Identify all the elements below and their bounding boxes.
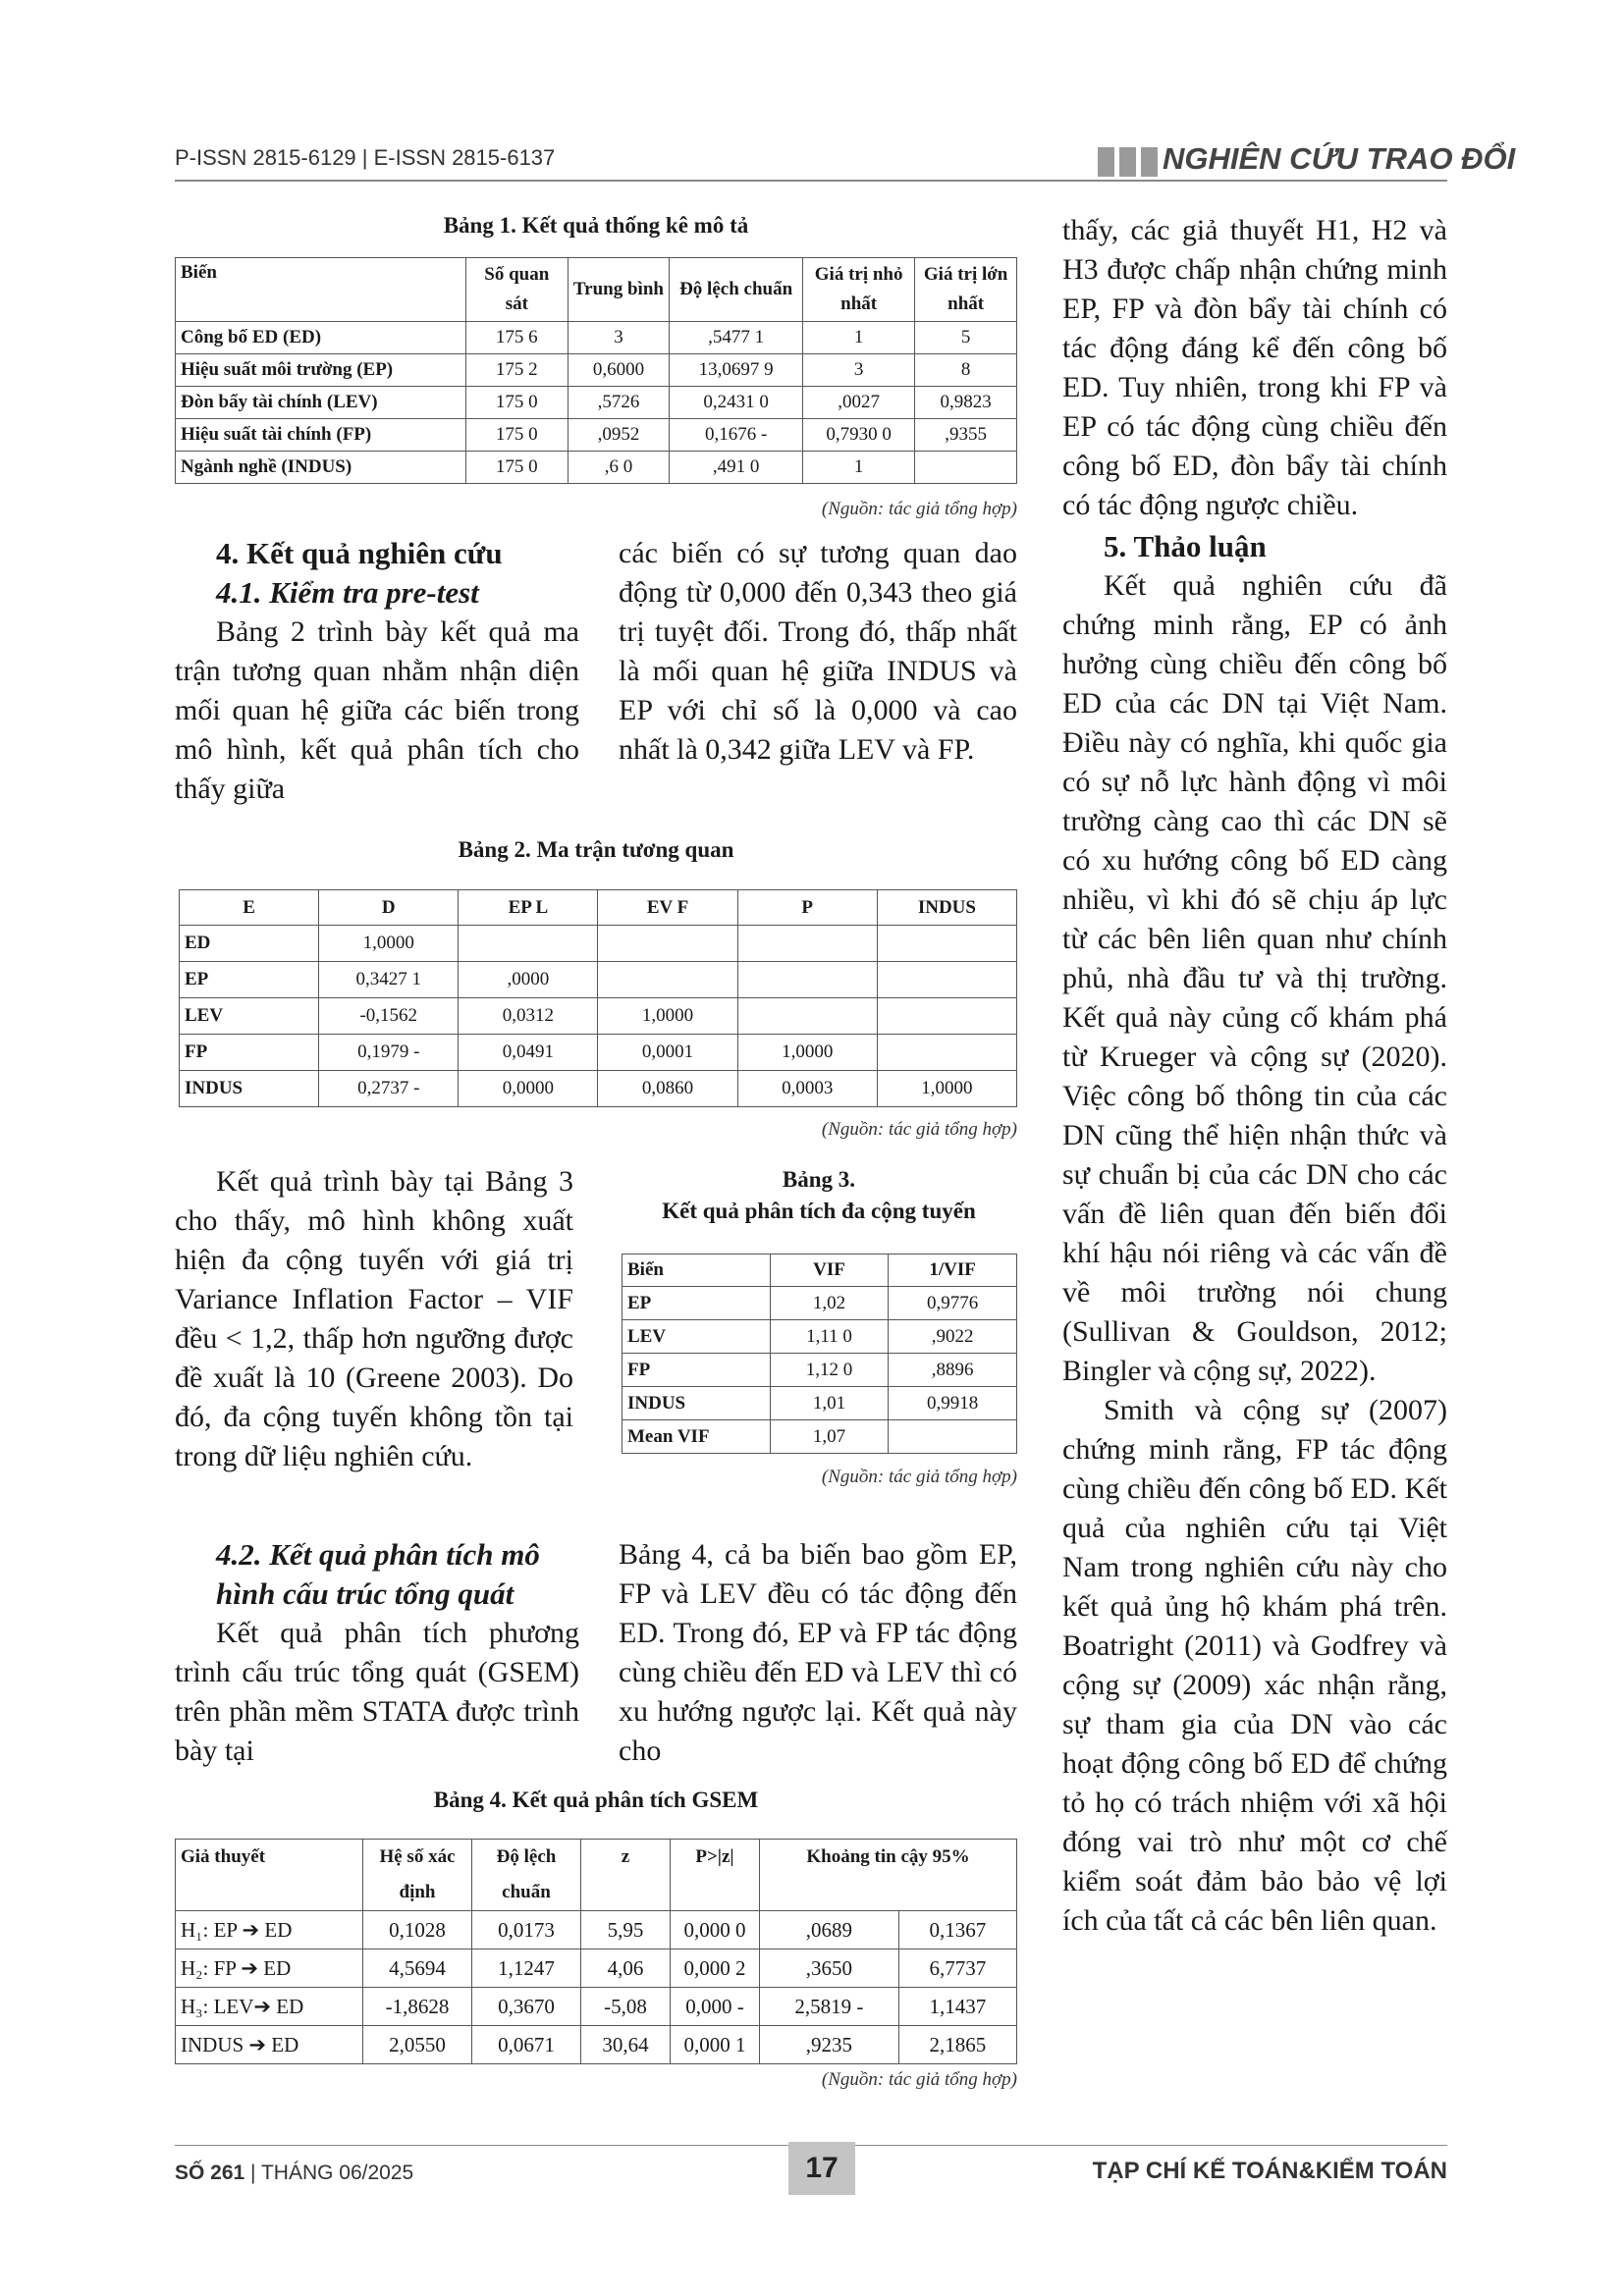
table-cell: H₁: EP ➔ ED — [176, 1911, 363, 1949]
table-cell — [598, 926, 737, 962]
table1-source: (Nguồn: tác giả tổng hợp) — [821, 499, 1017, 519]
header-bars-decoration — [1098, 147, 1158, 177]
section42-heading: 4.2. Kết quả phân tích mô hình cấu trúc tổng quát — [216, 1537, 540, 1611]
table-cell: 0,3427 1 — [319, 962, 459, 998]
table3-header-row — [623, 1255, 1017, 1287]
table-cell: 0,9776 — [889, 1287, 1017, 1320]
table-cell: H₂: FP ➔ ED — [176, 1949, 363, 1988]
table-cell: Hiệu suất tài chính (FP) — [176, 419, 466, 452]
table-cell: ,0689 — [760, 1911, 899, 1949]
table1-header: Giá trị lớn nhất — [915, 258, 1017, 322]
discussion-paragraph-1: Kết quả nghiên cứu đã chứng minh rằng, EP có ảnh hưởng cùng chiều đến công bố ED của các DN tại Việt Nam. Điều này có nghĩa, khi quốc gia có sự nỗ lực hành động vì môi trường càng cao thì các DN sẽ có xu hướng công bố ED càng nhiều, vì khi đó sẽ chịu áp lực từ các bên liên quan như chính phủ, nhà đầu tư và thị trường. Kết quả này củng cố khám phá từ Krueger và cộng sự (2020). Việc công bố thông tin của các DN cũng thể hiện nhận thức và sự chuẩn bị của các DN cho các vấn đề liên quan đến biến đổi khí hậu nói riêng và các vấn đề về môi trường nói chung (Sullivan & Gouldson, 2012; Bingler và cộng sự, 2022). — [1062, 569, 1447, 1387]
table-cell: 13,0697 9 — [670, 354, 803, 387]
table-cell: 0,000 - — [671, 1988, 760, 2026]
issn-label: P-ISSN 2815-6129 | E-ISSN 2815-6137 — [175, 145, 556, 170]
table-cell: ,3650 — [760, 1949, 899, 1988]
table-row — [623, 1420, 1017, 1454]
table-cell: ,5477 1 — [670, 322, 803, 354]
table4 — [175, 1839, 1017, 2064]
table4-header-row — [176, 1840, 1017, 1911]
table3-caption-line1: Bảng 3. — [782, 1167, 856, 1192]
table-cell: FP — [180, 1035, 319, 1071]
table-cell — [877, 962, 1016, 998]
table-cell — [877, 1035, 1016, 1071]
table-row — [176, 419, 1017, 452]
table-cell: ,5726 — [568, 387, 670, 419]
table1-header: Biến — [176, 258, 466, 322]
table-cell — [598, 962, 737, 998]
table-cell: LEV — [623, 1320, 771, 1354]
table-cell: 1,0000 — [737, 1035, 877, 1071]
table-row — [180, 926, 1017, 962]
table-cell: 0,0003 — [737, 1071, 877, 1107]
table-row — [176, 1911, 1017, 1949]
table-row — [180, 998, 1017, 1035]
table-cell — [915, 452, 1017, 484]
table-cell: 175 0 — [465, 419, 568, 452]
table-cell: EP — [180, 962, 319, 998]
journal-name: TẠP CHÍ KẾ TOÁN&KIỂM TOÁN — [1092, 2158, 1447, 2184]
table-row — [176, 322, 1017, 354]
table1-header-row — [176, 258, 1017, 322]
issue-label — [175, 2162, 413, 2185]
table-cell: 0,2737 - — [319, 1071, 459, 1107]
table-cell: H₃: LEV➔ ED — [176, 1988, 363, 2026]
table-row — [623, 1354, 1017, 1387]
table4-header: z — [581, 1840, 671, 1911]
table1-header: Trung bình — [568, 258, 670, 322]
table-cell: 0,1028 — [363, 1911, 472, 1949]
table-row — [176, 354, 1017, 387]
section41-heading: 4.1. Kiểm tra pre-test — [216, 575, 479, 610]
table-cell: ,9235 — [760, 2026, 899, 2064]
table-cell: 1,11 0 — [770, 1320, 889, 1354]
table-row — [623, 1387, 1017, 1420]
table-cell: 5,95 — [581, 1911, 671, 1949]
table2-header: P — [737, 890, 877, 926]
table-cell: 1,0000 — [319, 926, 459, 962]
table3-source: (Nguồn: tác giả tổng hợp) — [821, 1467, 1017, 1487]
table-row — [176, 387, 1017, 419]
section5-heading: 5. Thảo luận — [1104, 529, 1267, 563]
issue-number: SỐ 261 — [175, 2162, 245, 2184]
section42-paragraph: Kết quả phân tích phương trình cấu trúc tổng quát (GSEM) trên phần mềm STATA được trình bày tại — [175, 1617, 579, 1767]
table-cell: ,9022 — [889, 1320, 1017, 1354]
table4-caption: Bảng 4. Kết quả phân tích GSEM — [433, 1788, 759, 1812]
table-cell: 1,1247 — [472, 1949, 581, 1988]
table4-header: Giả thuyết — [176, 1840, 363, 1911]
table-cell: 0,6000 — [568, 354, 670, 387]
vif-paragraph: Kết quả trình bày tại Bảng 3 cho thấy, mô hình không xuất hiện đa cộng tuyến với giá trị Variance Inflation Factor – VIF đều < 1,2, thấp hơn ngưỡng được đề xuất là 10 (Greene 2003). Do đó, đa cộng tuyến không tồn tại trong dữ liệu nghiên cứu. — [175, 1165, 573, 1472]
hypothesis-paragraph: thấy, các giả thuyết H1, H2 và H3 được chấp nhận chứng minh EP, FP và đòn bẩy tài chính có tác động đáng kể đến công bố ED. Tuy nhiên, trong khi FP và EP có tác động cùng chiều đến công bố ED, đòn bẩy tài chính có tác động ngược chiều. — [1062, 214, 1447, 521]
table-row — [180, 1071, 1017, 1107]
table-cell: 1 — [802, 322, 914, 354]
table-cell: -1,8628 — [363, 1988, 472, 2026]
page-number: 17 — [788, 2142, 855, 2195]
table-cell: 1,12 0 — [770, 1354, 889, 1387]
table-cell: ED — [180, 926, 319, 962]
section-title: NGHIÊN CỨU TRAO ĐỔI — [1163, 141, 1516, 176]
table1-caption: Bảng 1. Kết quả thống kê mô tả — [443, 213, 749, 238]
table-cell: 2,5819 - — [760, 1988, 899, 2026]
table-cell: ,0000 — [459, 962, 598, 998]
table-cell: 175 0 — [465, 452, 568, 484]
discussion-paragraph-2: Smith và cộng sự (2007) chứng minh rằng, FP tác động cùng chiều đến công bố ED. Kết quả của nghiên cứu tại Việt Nam trong nghiên cứu này cho kết quả ủng hộ khám phá trên. Boatright (2011) và Godfrey và cộng sự (2009) xác nhận rằng, sự tham gia của DN vào các hoạt động công bố ED để chứng tỏ họ có trách nhiệm với xã hội đóng vai trò như một cơ chế kiểm soát đảm bảo bảo vệ lợi ích của tất cả các bên liên quan. — [1062, 1394, 1447, 1937]
table3-header: Biến — [623, 1255, 771, 1287]
table-cell: 1,02 — [770, 1287, 889, 1320]
table-cell: 0,3670 — [472, 1988, 581, 2026]
table-cell: INDUS — [180, 1071, 319, 1107]
table4-header: Khoảng tin cậy 95% — [760, 1840, 1017, 1911]
table-cell: 0,9918 — [889, 1387, 1017, 1420]
table-cell: 2,1865 — [898, 2026, 1016, 2064]
table-cell: INDUS — [623, 1387, 771, 1420]
table-cell: 0,000 1 — [671, 2026, 760, 2064]
table-cell: -5,08 — [581, 1988, 671, 2026]
table-cell: ,9355 — [915, 419, 1017, 452]
table-cell: 1,0000 — [877, 1071, 1016, 1107]
table-cell — [877, 998, 1016, 1035]
table-cell: 175 0 — [465, 387, 568, 419]
table-cell: 0,1367 — [898, 1911, 1016, 1949]
table2-header: E — [180, 890, 319, 926]
table-cell: FP — [623, 1354, 771, 1387]
table4-header: P>|z| — [671, 1840, 760, 1911]
table-cell: 0,0001 — [598, 1035, 737, 1071]
table-cell: 0,0491 — [459, 1035, 598, 1071]
table-cell: 175 6 — [465, 322, 568, 354]
table-cell: ,6 0 — [568, 452, 670, 484]
table4-header: Hệ số xác định — [363, 1840, 472, 1911]
table-cell — [459, 926, 598, 962]
table-cell: INDUS ➔ ED — [176, 2026, 363, 2064]
table-cell: 30,64 — [581, 2026, 671, 2064]
table-cell: Đòn bẩy tài chính (LEV) — [176, 387, 466, 419]
table3-header: 1/VIF — [889, 1255, 1017, 1287]
table-cell — [877, 926, 1016, 962]
table-cell: 4,06 — [581, 1949, 671, 1988]
table-cell: 1,07 — [770, 1420, 889, 1454]
table-cell: 0,2431 0 — [670, 387, 803, 419]
table-cell: 1,1437 — [898, 1988, 1016, 2026]
table-cell: 0,0671 — [472, 2026, 581, 2064]
table-cell: ,491 0 — [670, 452, 803, 484]
table-cell: EP — [623, 1287, 771, 1320]
issue-month: | THÁNG 06/2025 — [244, 2162, 414, 2184]
table-row — [180, 962, 1017, 998]
section41-paragraph-cont: các biến có sự tương quan dao động từ 0,000 đến 0,343 theo giá trị tuyệt đối. Trong đó, thấp nhất là mối quan hệ giữa INDUS và EP với chỉ số là 0,000 và cao nhất là 0,342 giữa LEV và FP. — [619, 537, 1017, 766]
table-cell: 0,9823 — [915, 387, 1017, 419]
header-divider — [175, 180, 1447, 182]
section4-heading: 4. Kết quả nghiên cứu — [216, 536, 503, 570]
table-cell — [889, 1420, 1017, 1454]
table-cell: 8 — [915, 354, 1017, 387]
table-cell: 0,7930 0 — [802, 419, 914, 452]
table2-header: EP L — [459, 890, 598, 926]
table-cell: Ngành nghề (INDUS) — [176, 452, 466, 484]
table-cell: 1,0000 — [598, 998, 737, 1035]
table-cell: 0,0312 — [459, 998, 598, 1035]
table-cell: 0,0000 — [459, 1071, 598, 1107]
table-row — [623, 1287, 1017, 1320]
table-cell: ,0952 — [568, 419, 670, 452]
table-cell: 175 2 — [465, 354, 568, 387]
table-row — [176, 2026, 1017, 2064]
table-row — [176, 1988, 1017, 2026]
table-cell: 1 — [802, 452, 914, 484]
table-cell: 0,000 2 — [671, 1949, 760, 1988]
table4-source: (Nguồn: tác giả tổng hợp) — [821, 2069, 1017, 2090]
table-cell: Hiệu suất môi trường (EP) — [176, 354, 466, 387]
table2-caption: Bảng 2. Ma trận tương quan — [458, 837, 734, 862]
table1 — [175, 257, 1017, 484]
table2-header: EV F — [598, 890, 737, 926]
table-cell: 6,7737 — [898, 1949, 1016, 1988]
table-cell: LEV — [180, 998, 319, 1035]
table-cell: -0,1562 — [319, 998, 459, 1035]
table2-header-row — [180, 890, 1017, 926]
table1-header: Số quan sát — [465, 258, 568, 322]
table-cell: 3 — [802, 354, 914, 387]
table-cell: 0,1979 - — [319, 1035, 459, 1071]
table4-header: Độ lệch chuẩn — [472, 1840, 581, 1911]
table-cell — [737, 998, 877, 1035]
section41-paragraph: Bảng 2 trình bày kết quả ma trận tương quan nhằm nhận diện mối quan hệ giữa các biến trong mô hình, kết quả phân tích cho thấy giữa — [175, 615, 579, 805]
table-cell: ,0027 — [802, 387, 914, 419]
table3-caption-line2: Kết quả phân tích đa cộng tuyến — [662, 1199, 976, 1223]
table3-header: VIF — [770, 1255, 889, 1287]
table-cell: ,8896 — [889, 1354, 1017, 1387]
table-cell: 3 — [568, 322, 670, 354]
table-cell: 0,0860 — [598, 1071, 737, 1107]
table-row — [176, 452, 1017, 484]
table-cell: 0,0173 — [472, 1911, 581, 1949]
table-cell: 4,5694 — [363, 1949, 472, 1988]
table2-header: INDUS — [877, 890, 1016, 926]
table-row — [623, 1320, 1017, 1354]
table-row — [180, 1035, 1017, 1071]
table-cell: 0,000 0 — [671, 1911, 760, 1949]
table-cell: 2,0550 — [363, 2026, 472, 2064]
table3 — [622, 1254, 1017, 1454]
table-row — [176, 1949, 1017, 1988]
section42-paragraph-cont: Bảng 4, cả ba biến bao gồm EP, FP và LEV đều có tác động đến ED. Trong đó, EP và FP tác động cùng chiều đến ED và LEV thì có xu hướng ngược lại. Kết quả này cho — [619, 1538, 1017, 1767]
table-cell: Công bố ED (ED) — [176, 322, 466, 354]
table-cell — [737, 926, 877, 962]
table1-header: Giá trị nhỏ nhất — [802, 258, 914, 322]
table-cell: Mean VIF — [623, 1420, 771, 1454]
table-cell — [737, 962, 877, 998]
table2-header: D — [319, 890, 459, 926]
table-cell: 1,01 — [770, 1387, 889, 1420]
table-cell: 0,1676 - — [670, 419, 803, 452]
table2 — [179, 889, 1017, 1107]
table1-header: Độ lệch chuẩn — [670, 258, 803, 322]
table-cell: 5 — [915, 322, 1017, 354]
table2-source: (Nguồn: tác giả tổng hợp) — [821, 1119, 1017, 1140]
